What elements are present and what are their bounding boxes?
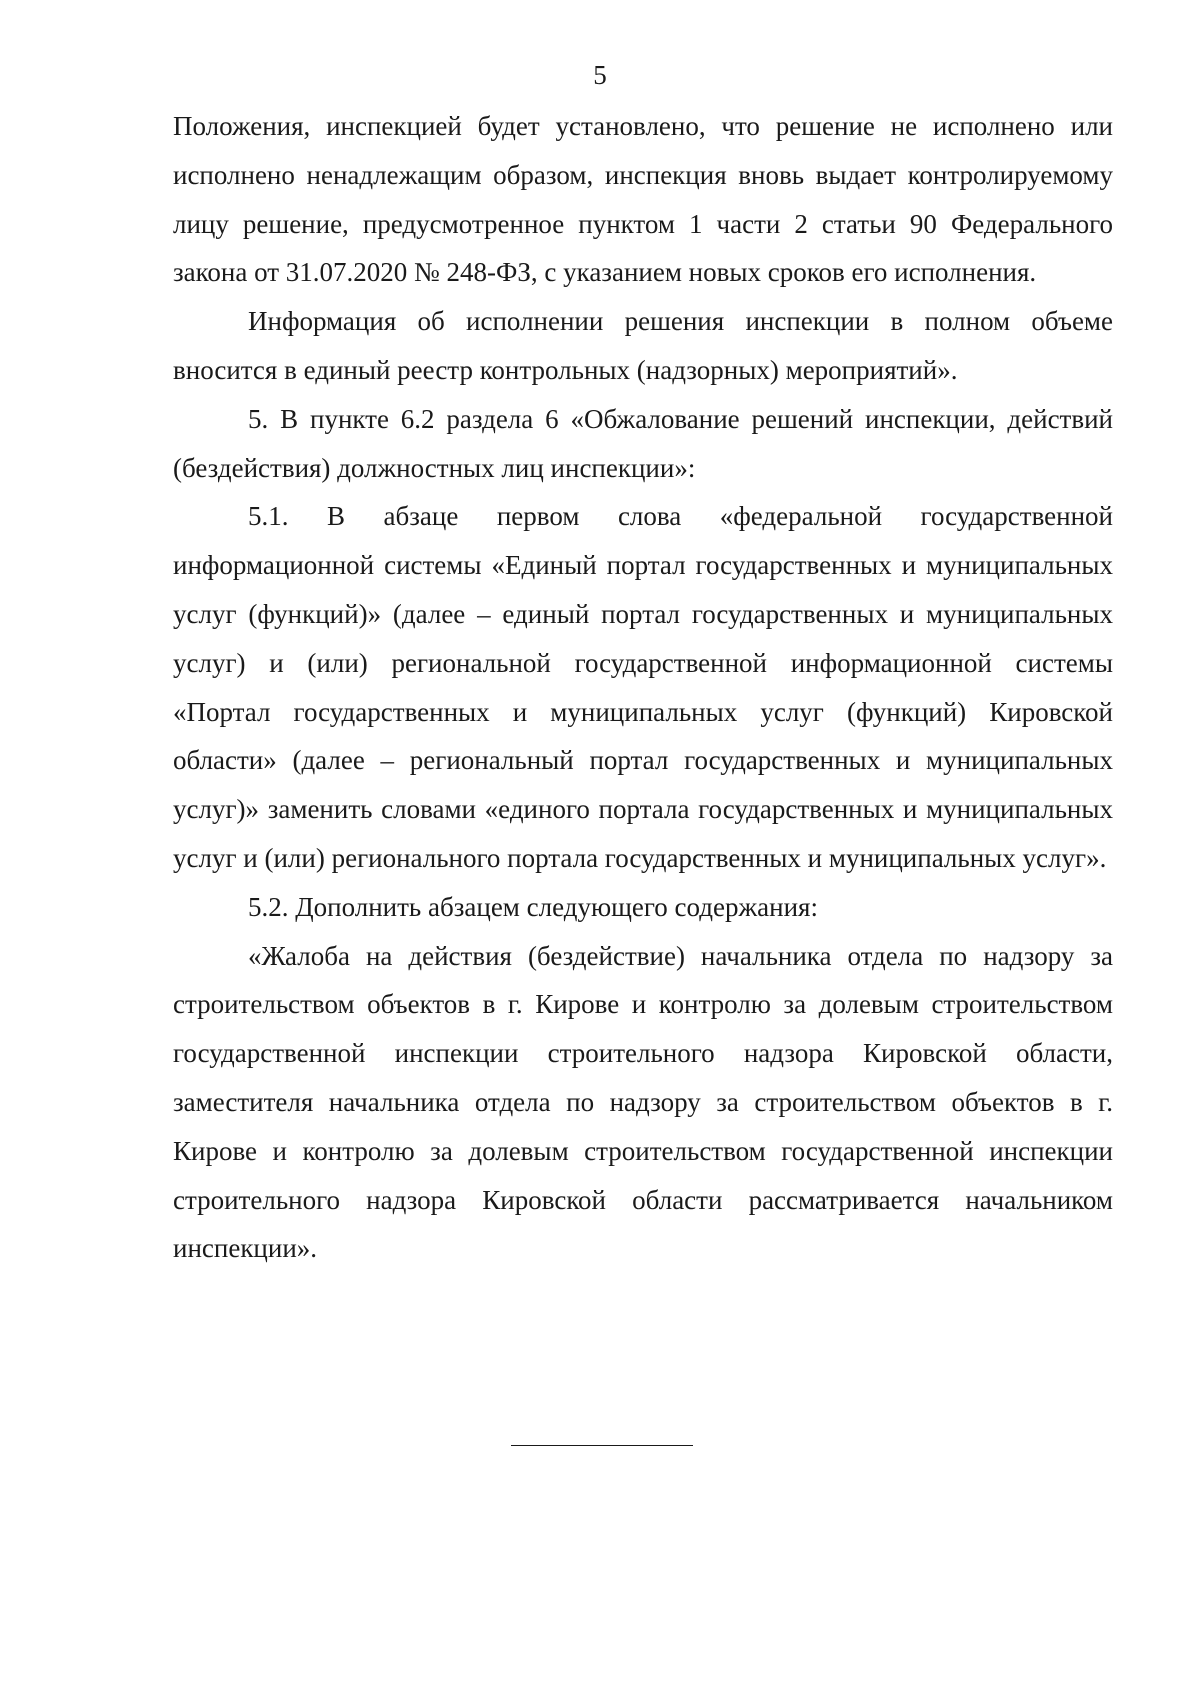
paragraph-item-5-2: 5.2. Дополнить абзацем следующего содержания: bbox=[248, 891, 818, 922]
paragraph-item-5: 5. В пункте 6.2 раздела 6 «Обжалование решений инспекции, действий (бездействия) должностных лиц инспекции»: bbox=[173, 403, 1113, 483]
paragraph-continuation: Положения, инспекцией будет установлено, что решение не исполнено или исполнено ненадлежащим образом, инспекция вновь выдает контролируемому лицу решение, предусмотренное пунктом 1 части 2 статьи 90 Федерального закона от 31.07.2020 № 248-ФЗ, с указанием новых сроков его исполнения. bbox=[173, 111, 1113, 288]
paragraph-complaint: «Жалоба на действия (бездействие) начальника отдела по надзору за строительством объектов в г. Кирове и контролю за долевым строительством государственной инспекции строительного надзора Кировской области, заместителя начальника отдела по надзору за строительством объектов в г. Кирове и контролю за долевым строительством государственной инспекции строительного надзора Кировской области рассматривается начальником инспекции». bbox=[173, 940, 1113, 1264]
paragraph-registry-info: Информация об исполнении решения инспекции в полном объеме вносится в единый реестр контрольных (надзорных) мероприятий». bbox=[173, 306, 1113, 385]
paragraph-item-5-1: 5.1. В абзаце первом слова «федеральной государственной информационной системы «Единый портал государственных и муниципальных услуг (функций)» (далее – единый портал государственных и муниципальных услуг) и (или) региональной государственной информационной системы «Портал государственных и муниципальных услуг (функций) Кировской области» (далее – региональный портал государственных и муниципальных услуг)» заменить словами «единого портала государственных и муниципальных услуг и (или) регионального портала государственных и муниципальных услуг». bbox=[173, 501, 1113, 873]
closing-divider bbox=[511, 1445, 693, 1446]
page-number: 5 bbox=[593, 60, 607, 90]
document-body bbox=[173, 102, 1113, 1273]
